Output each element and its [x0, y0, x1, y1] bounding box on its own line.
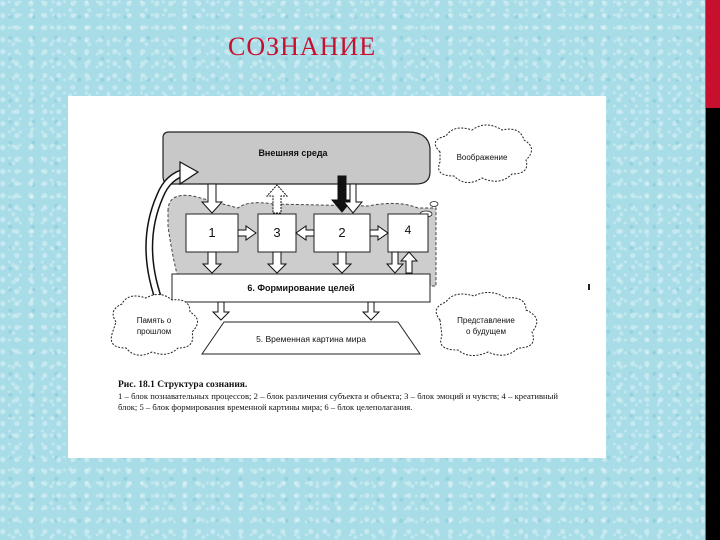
external-environment-label: Внешняя среда	[258, 148, 328, 158]
imagination-label: Воображение	[456, 153, 508, 162]
goal-formation-label: 6. Формирование целей	[247, 283, 355, 293]
past-memory-label-line2: прошлом	[136, 327, 172, 336]
external-environment-shape	[163, 132, 430, 184]
caption-title: Рис. 18.1 Структура сознания.	[118, 380, 248, 390]
world-picture-label: 5. Временная картина мира	[256, 334, 366, 344]
arrow-goal-to-world-left	[213, 302, 229, 320]
past-memory-label-line1: Память о	[136, 316, 172, 325]
stray-mark	[588, 284, 590, 290]
block-1-label: 1	[208, 225, 216, 240]
figure-structure-of-consciousness	[68, 96, 606, 458]
future-label-line1: Представление	[457, 316, 515, 325]
slide-title: СОЗНАНИЕ	[228, 32, 377, 61]
block-2-label: 2	[338, 225, 346, 240]
future-label-line2: о будущем	[466, 327, 506, 336]
caption-body: 1 – блок познавательных процессов; 2 – блок различения субъекта и объекта; 3 – блок эмоций и чувств; 4 – креативный блок; 5 – блок формирования временной картины мира; 6 – блок целеполагания.	[118, 391, 558, 412]
block-3-label: 3	[273, 225, 281, 240]
edge-accent	[706, 0, 720, 108]
thought-bubble-large	[430, 202, 438, 207]
figure-caption	[118, 380, 558, 413]
arrow-goal-to-world-right	[363, 302, 379, 320]
block-4-label: 4	[404, 223, 412, 237]
